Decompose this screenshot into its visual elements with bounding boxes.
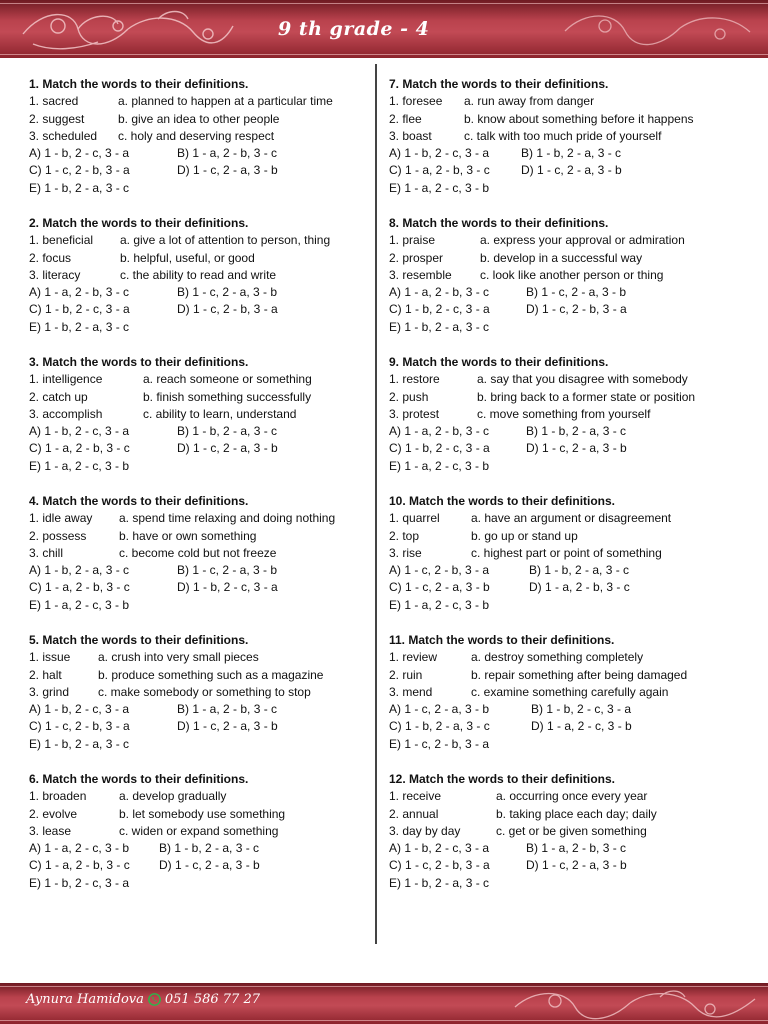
- answer-option: C) 1 - a, 2 - b, 3 - c: [29, 441, 130, 456]
- exercise: [29, 632, 379, 771]
- definition: a. give a lot of attention to person, thing: [120, 233, 331, 248]
- swirl-ornament-left: [18, 4, 238, 54]
- definition: b. give an idea to other people: [118, 111, 280, 126]
- answer-option: B) 1 - c, 2 - a, 3 - b: [177, 285, 278, 300]
- match-row: [389, 823, 739, 840]
- word: 3. boast: [389, 128, 432, 143]
- exercise-heading: 9. Match the words to their definitions.: [389, 355, 609, 369]
- answer-row: [389, 718, 739, 735]
- answer-option: D) 1 - c, 2 - a, 3 - b: [177, 163, 278, 178]
- answer-row: [389, 162, 739, 179]
- definition: c. talk with too much pride of yourself: [464, 128, 662, 143]
- definition: c. look like another person or thing: [480, 267, 664, 282]
- answer-row: [29, 579, 379, 596]
- phone-number: 051 586 77 27: [164, 992, 260, 1007]
- answer-option: C) 1 - c, 2 - b, 3 - a: [29, 719, 130, 734]
- definition: c. holy and deserving respect: [118, 128, 275, 143]
- answer-option: A) 1 - b, 2 - c, 3 - a: [389, 146, 490, 161]
- match-row: [29, 232, 379, 249]
- footer-banner: [0, 983, 768, 1024]
- right-column: [389, 76, 739, 910]
- answer-option: B) 1 - b, 2 - a, 3 - c: [529, 563, 630, 578]
- answer-row: [389, 736, 739, 753]
- answer-option: D) 1 - c, 2 - a, 3 - b: [526, 858, 627, 873]
- answer-row: [389, 701, 739, 718]
- exercise-heading: 12. Match the words to their definitions.: [389, 772, 616, 786]
- match-row: [389, 649, 739, 666]
- answer-option: C) 1 - a, 2 - b, 3 - c: [29, 580, 130, 595]
- answer-row: [389, 579, 739, 596]
- answer-option: E) 1 - a, 2 - c, 3 - b: [389, 597, 490, 612]
- answer-option: E) 1 - b, 2 - a, 3 - c: [29, 180, 130, 195]
- word: 2. flee: [389, 111, 422, 126]
- word: 1. issue: [29, 650, 71, 665]
- answer-option: E) 1 - b, 2 - a, 3 - c: [389, 319, 490, 334]
- answer-row: [29, 718, 379, 735]
- word: 1. restore: [389, 372, 440, 387]
- answer-option: E) 1 - a, 2 - c, 3 - b: [29, 458, 130, 473]
- word: 3. accomplish: [29, 406, 103, 421]
- word: 3. lease: [29, 823, 72, 838]
- answer-option: C) 1 - b, 2 - c, 3 - a: [389, 302, 490, 317]
- definition: b. taking place each day; daily: [496, 806, 657, 821]
- answer-row: [29, 857, 379, 874]
- answer-row: [389, 180, 739, 197]
- definition: a. occurring once every year: [496, 789, 648, 804]
- word: 1. idle away: [29, 511, 93, 526]
- definition: a. crush into very small pieces: [98, 650, 259, 665]
- answer-option: C) 1 - c, 2 - a, 3 - b: [389, 580, 490, 595]
- word: 1. quarrel: [389, 511, 440, 526]
- answer-row: [389, 597, 739, 614]
- swirl-ornament-right: [560, 6, 760, 52]
- answer-option: D) 1 - a, 2 - c, 3 - b: [531, 719, 632, 734]
- answer-row: [389, 284, 739, 301]
- answer-option: D) 1 - c, 2 - a, 3 - b: [177, 441, 278, 456]
- answer-option: E) 1 - b, 2 - a, 3 - c: [29, 319, 130, 334]
- answer-row: [29, 736, 379, 753]
- answer-row: [389, 440, 739, 457]
- answer-option: B) 1 - c, 2 - a, 3 - b: [177, 563, 278, 578]
- answer-option: A) 1 - a, 2 - b, 3 - c: [389, 424, 490, 439]
- definition: c. get or be given something: [496, 823, 647, 838]
- exercise: [389, 76, 739, 215]
- answer-option: A) 1 - a, 2 - b, 3 - c: [29, 285, 130, 300]
- match-row: [389, 510, 739, 527]
- match-row: [389, 250, 739, 267]
- answer-option: B) 1 - a, 2 - b, 3 - c: [177, 702, 278, 717]
- match-row: [29, 128, 379, 145]
- word: 3. day by day: [389, 823, 461, 838]
- answer-option: D) 1 - c, 2 - a, 3 - b: [159, 858, 260, 873]
- word: 2. evolve: [29, 806, 78, 821]
- definition: b. repair something after being damaged: [471, 667, 688, 682]
- exercise: [29, 76, 379, 215]
- definition: b. have or own something: [119, 528, 257, 543]
- answer-option: B) 1 - b, 2 - a, 3 - c: [521, 146, 622, 161]
- definition: a. spend time relaxing and doing nothing: [119, 511, 336, 526]
- answer-option: B) 1 - b, 2 - a, 3 - c: [177, 424, 278, 439]
- exercise-heading: 10. Match the words to their definitions.: [389, 494, 616, 508]
- word: 1. receive: [389, 789, 442, 804]
- definition: b. bring back to a former state or position: [477, 389, 696, 404]
- answer-option: D) 1 - c, 2 - b, 3 - a: [526, 302, 627, 317]
- exercise-heading: 3. Match the words to their definitions.: [29, 355, 249, 369]
- answer-option: B) 1 - b, 2 - a, 3 - c: [159, 841, 260, 856]
- answer-row: [389, 458, 739, 475]
- word: 1. foresee: [389, 94, 443, 109]
- answer-option: B) 1 - a, 2 - b, 3 - c: [177, 146, 278, 161]
- answer-row: [29, 180, 379, 197]
- answer-option: A) 1 - b, 2 - c, 3 - a: [389, 841, 490, 856]
- word: 2. focus: [29, 250, 72, 265]
- word: 3. resemble: [389, 267, 452, 282]
- answer-row: [389, 301, 739, 318]
- definition: a. say that you disagree with somebody: [477, 372, 688, 387]
- answer-option: D) 1 - c, 2 - a, 3 - b: [526, 441, 627, 456]
- exercise-heading: 1. Match the words to their definitions.: [29, 77, 249, 91]
- word: 3. mend: [389, 684, 433, 699]
- author-name: Aynura Hamidova: [26, 992, 144, 1007]
- whatsapp-phone-icon: [148, 993, 161, 1006]
- definition: b. produce something such as a magazine: [98, 667, 324, 682]
- exercise-heading: 6. Match the words to their definitions.: [29, 772, 249, 786]
- match-row: [29, 649, 379, 666]
- word: 2. halt: [29, 667, 62, 682]
- word: 3. protest: [389, 406, 440, 421]
- match-row: [29, 667, 379, 684]
- match-row: [29, 406, 379, 423]
- answer-option: A) 1 - b, 2 - c, 3 - a: [29, 424, 130, 439]
- answer-row: [389, 875, 739, 892]
- word: 2. prosper: [389, 250, 444, 265]
- answer-option: D) 1 - c, 2 - a, 3 - b: [177, 719, 278, 734]
- match-row: [29, 545, 379, 562]
- answer-option: A) 1 - a, 2 - c, 3 - b: [29, 841, 130, 856]
- word: 3. grind: [29, 684, 70, 699]
- answer-option: C) 1 - b, 2 - c, 3 - a: [29, 302, 130, 317]
- answer-row: [29, 301, 379, 318]
- word: 3. rise: [389, 545, 422, 560]
- definition: c. move something from yourself: [477, 406, 651, 421]
- answer-row: [29, 701, 379, 718]
- exercise: [389, 493, 739, 632]
- exercise-heading: 7. Match the words to their definitions.: [389, 77, 609, 91]
- answer-option: C) 1 - b, 2 - c, 3 - a: [389, 441, 490, 456]
- match-row: [389, 667, 739, 684]
- header-banner: [0, 0, 768, 58]
- definition: c. examine something carefully again: [471, 684, 669, 699]
- word: 2. annual: [389, 806, 439, 821]
- word: 2. suggest: [29, 111, 85, 126]
- definition: b. finish something successfully: [143, 389, 312, 404]
- answer-option: A) 1 - b, 2 - c, 3 - a: [29, 146, 130, 161]
- match-row: [389, 389, 739, 406]
- match-row: [389, 406, 739, 423]
- match-row: [389, 232, 739, 249]
- answer-row: [29, 458, 379, 475]
- match-row: [29, 806, 379, 823]
- exercise: [389, 771, 739, 910]
- word: 1. beneficial: [29, 233, 94, 248]
- answer-option: C) 1 - a, 2 - b, 3 - c: [389, 163, 490, 178]
- exercise: [29, 771, 379, 910]
- answer-row: [29, 423, 379, 440]
- answer-row: [29, 840, 379, 857]
- answer-option: B) 1 - b, 2 - c, 3 - a: [531, 702, 632, 717]
- definition: a. have an argument or disagreement: [471, 511, 672, 526]
- answer-row: [29, 875, 379, 892]
- answer-option: D) 1 - c, 2 - a, 3 - b: [521, 163, 622, 178]
- definition: a. run away from danger: [464, 94, 595, 109]
- match-row: [389, 528, 739, 545]
- match-row: [29, 111, 379, 128]
- match-row: [29, 788, 379, 805]
- answer-option: C) 1 - a, 2 - b, 3 - c: [29, 858, 130, 873]
- definition: b. helpful, useful, or good: [120, 250, 255, 265]
- word: 2. push: [389, 389, 429, 404]
- match-row: [389, 545, 739, 562]
- word: 1. praise: [389, 233, 436, 248]
- exercise: [389, 354, 739, 493]
- answer-row: [29, 562, 379, 579]
- match-row: [389, 128, 739, 145]
- answer-row: [389, 840, 739, 857]
- match-row: [29, 684, 379, 701]
- answer-option: B) 1 - c, 2 - a, 3 - b: [526, 285, 627, 300]
- answer-option: D) 1 - b, 2 - c, 3 - a: [177, 580, 278, 595]
- match-row: [29, 510, 379, 527]
- exercise-heading: 5. Match the words to their definitions.: [29, 633, 249, 647]
- exercise: [29, 354, 379, 493]
- answer-option: C) 1 - c, 2 - b, 3 - a: [29, 163, 130, 178]
- exercise: [389, 632, 739, 771]
- answer-option: E) 1 - c, 2 - b, 3 - a: [389, 736, 490, 751]
- swirl-ornament-footer: [510, 985, 760, 1023]
- match-row: [29, 528, 379, 545]
- word: 1. broaden: [29, 789, 87, 804]
- answer-option: A) 1 - c, 2 - a, 3 - b: [389, 702, 490, 717]
- match-row: [29, 389, 379, 406]
- match-row: [29, 267, 379, 284]
- word: 2. top: [389, 528, 420, 543]
- answer-option: C) 1 - b, 2 - a, 3 - c: [389, 719, 490, 734]
- match-row: [389, 111, 739, 128]
- answer-row: [389, 562, 739, 579]
- word: 3. scheduled: [29, 128, 98, 143]
- left-column: [29, 76, 379, 910]
- answer-option: A) 1 - b, 2 - c, 3 - a: [29, 702, 130, 717]
- definition: b. go up or stand up: [471, 528, 578, 543]
- definition: a. express your approval or admiration: [480, 233, 685, 248]
- answer-option: D) 1 - a, 2 - b, 3 - c: [529, 580, 630, 595]
- definition: b. develop in a successful way: [480, 250, 643, 265]
- answer-row: [29, 440, 379, 457]
- definition: a. reach someone or something: [143, 372, 312, 387]
- answer-option: E) 1 - a, 2 - c, 3 - b: [389, 180, 490, 195]
- exercise: [29, 493, 379, 632]
- answer-row: [389, 857, 739, 874]
- exercise-heading: 4. Match the words to their definitions.: [29, 494, 249, 508]
- exercise-heading: 11. Match the words to their definitions.: [389, 633, 615, 647]
- exercise-heading: 8. Match the words to their definitions.: [389, 216, 609, 230]
- definition: a. planned to happen at a particular time: [118, 94, 333, 109]
- definition: a. develop gradually: [119, 789, 227, 804]
- answer-row: [29, 284, 379, 301]
- exercise-heading: 2. Match the words to their definitions.: [29, 216, 249, 230]
- match-row: [29, 93, 379, 110]
- definition: c. the ability to read and write: [120, 267, 277, 282]
- exercise: [29, 215, 379, 354]
- answer-row: [29, 597, 379, 614]
- match-row: [389, 371, 739, 388]
- word: 2. ruin: [389, 667, 423, 682]
- word: 2. possess: [29, 528, 87, 543]
- answer-option: E) 1 - b, 2 - a, 3 - c: [29, 736, 130, 751]
- answer-row: [389, 145, 739, 162]
- answer-option: A) 1 - c, 2 - b, 3 - a: [389, 563, 490, 578]
- match-row: [389, 806, 739, 823]
- word: 1. intelligence: [29, 372, 103, 387]
- answer-option: B) 1 - a, 2 - b, 3 - c: [526, 841, 627, 856]
- answer-option: E) 1 - b, 2 - c, 3 - a: [29, 875, 130, 890]
- answer-row: [29, 145, 379, 162]
- exercise: [389, 215, 739, 354]
- match-row: [29, 823, 379, 840]
- definition: c. highest part or point of something: [471, 545, 662, 560]
- answer-row: [389, 423, 739, 440]
- answer-option: B) 1 - b, 2 - a, 3 - c: [526, 424, 627, 439]
- definition: c. ability to learn, understand: [143, 406, 297, 421]
- match-row: [29, 371, 379, 388]
- definition: a. destroy something completely: [471, 650, 644, 665]
- definition: b. let somebody use something: [119, 806, 286, 821]
- word: 3. literacy: [29, 267, 81, 282]
- match-row: [389, 684, 739, 701]
- page-title: 9 th grade - 4: [278, 18, 430, 40]
- answer-option: C) 1 - c, 2 - b, 3 - a: [389, 858, 490, 873]
- definition: c. widen or expand something: [119, 823, 279, 838]
- answer-option: E) 1 - a, 2 - c, 3 - b: [29, 597, 130, 612]
- answer-option: A) 1 - a, 2 - b, 3 - c: [389, 285, 490, 300]
- word: 2. catch up: [29, 389, 88, 404]
- answer-option: E) 1 - a, 2 - c, 3 - b: [389, 458, 490, 473]
- answer-option: E) 1 - b, 2 - a, 3 - c: [389, 875, 490, 890]
- match-row: [29, 250, 379, 267]
- definition: b. know about something before it happens: [464, 111, 694, 126]
- match-row: [389, 93, 739, 110]
- answer-option: A) 1 - b, 2 - a, 3 - c: [29, 563, 130, 578]
- answer-row: [29, 319, 379, 336]
- definition: c. become cold but not freeze: [119, 545, 277, 560]
- word: 1. sacred: [29, 94, 79, 109]
- word: 1. review: [389, 650, 438, 665]
- word: 3. chill: [29, 545, 64, 560]
- answer-row: [389, 319, 739, 336]
- definition: c. make somebody or something to stop: [98, 684, 311, 699]
- footer-contact: [26, 992, 260, 1007]
- answer-row: [29, 162, 379, 179]
- answer-option: D) 1 - c, 2 - b, 3 - a: [177, 302, 278, 317]
- match-row: [389, 267, 739, 284]
- match-row: [389, 788, 739, 805]
